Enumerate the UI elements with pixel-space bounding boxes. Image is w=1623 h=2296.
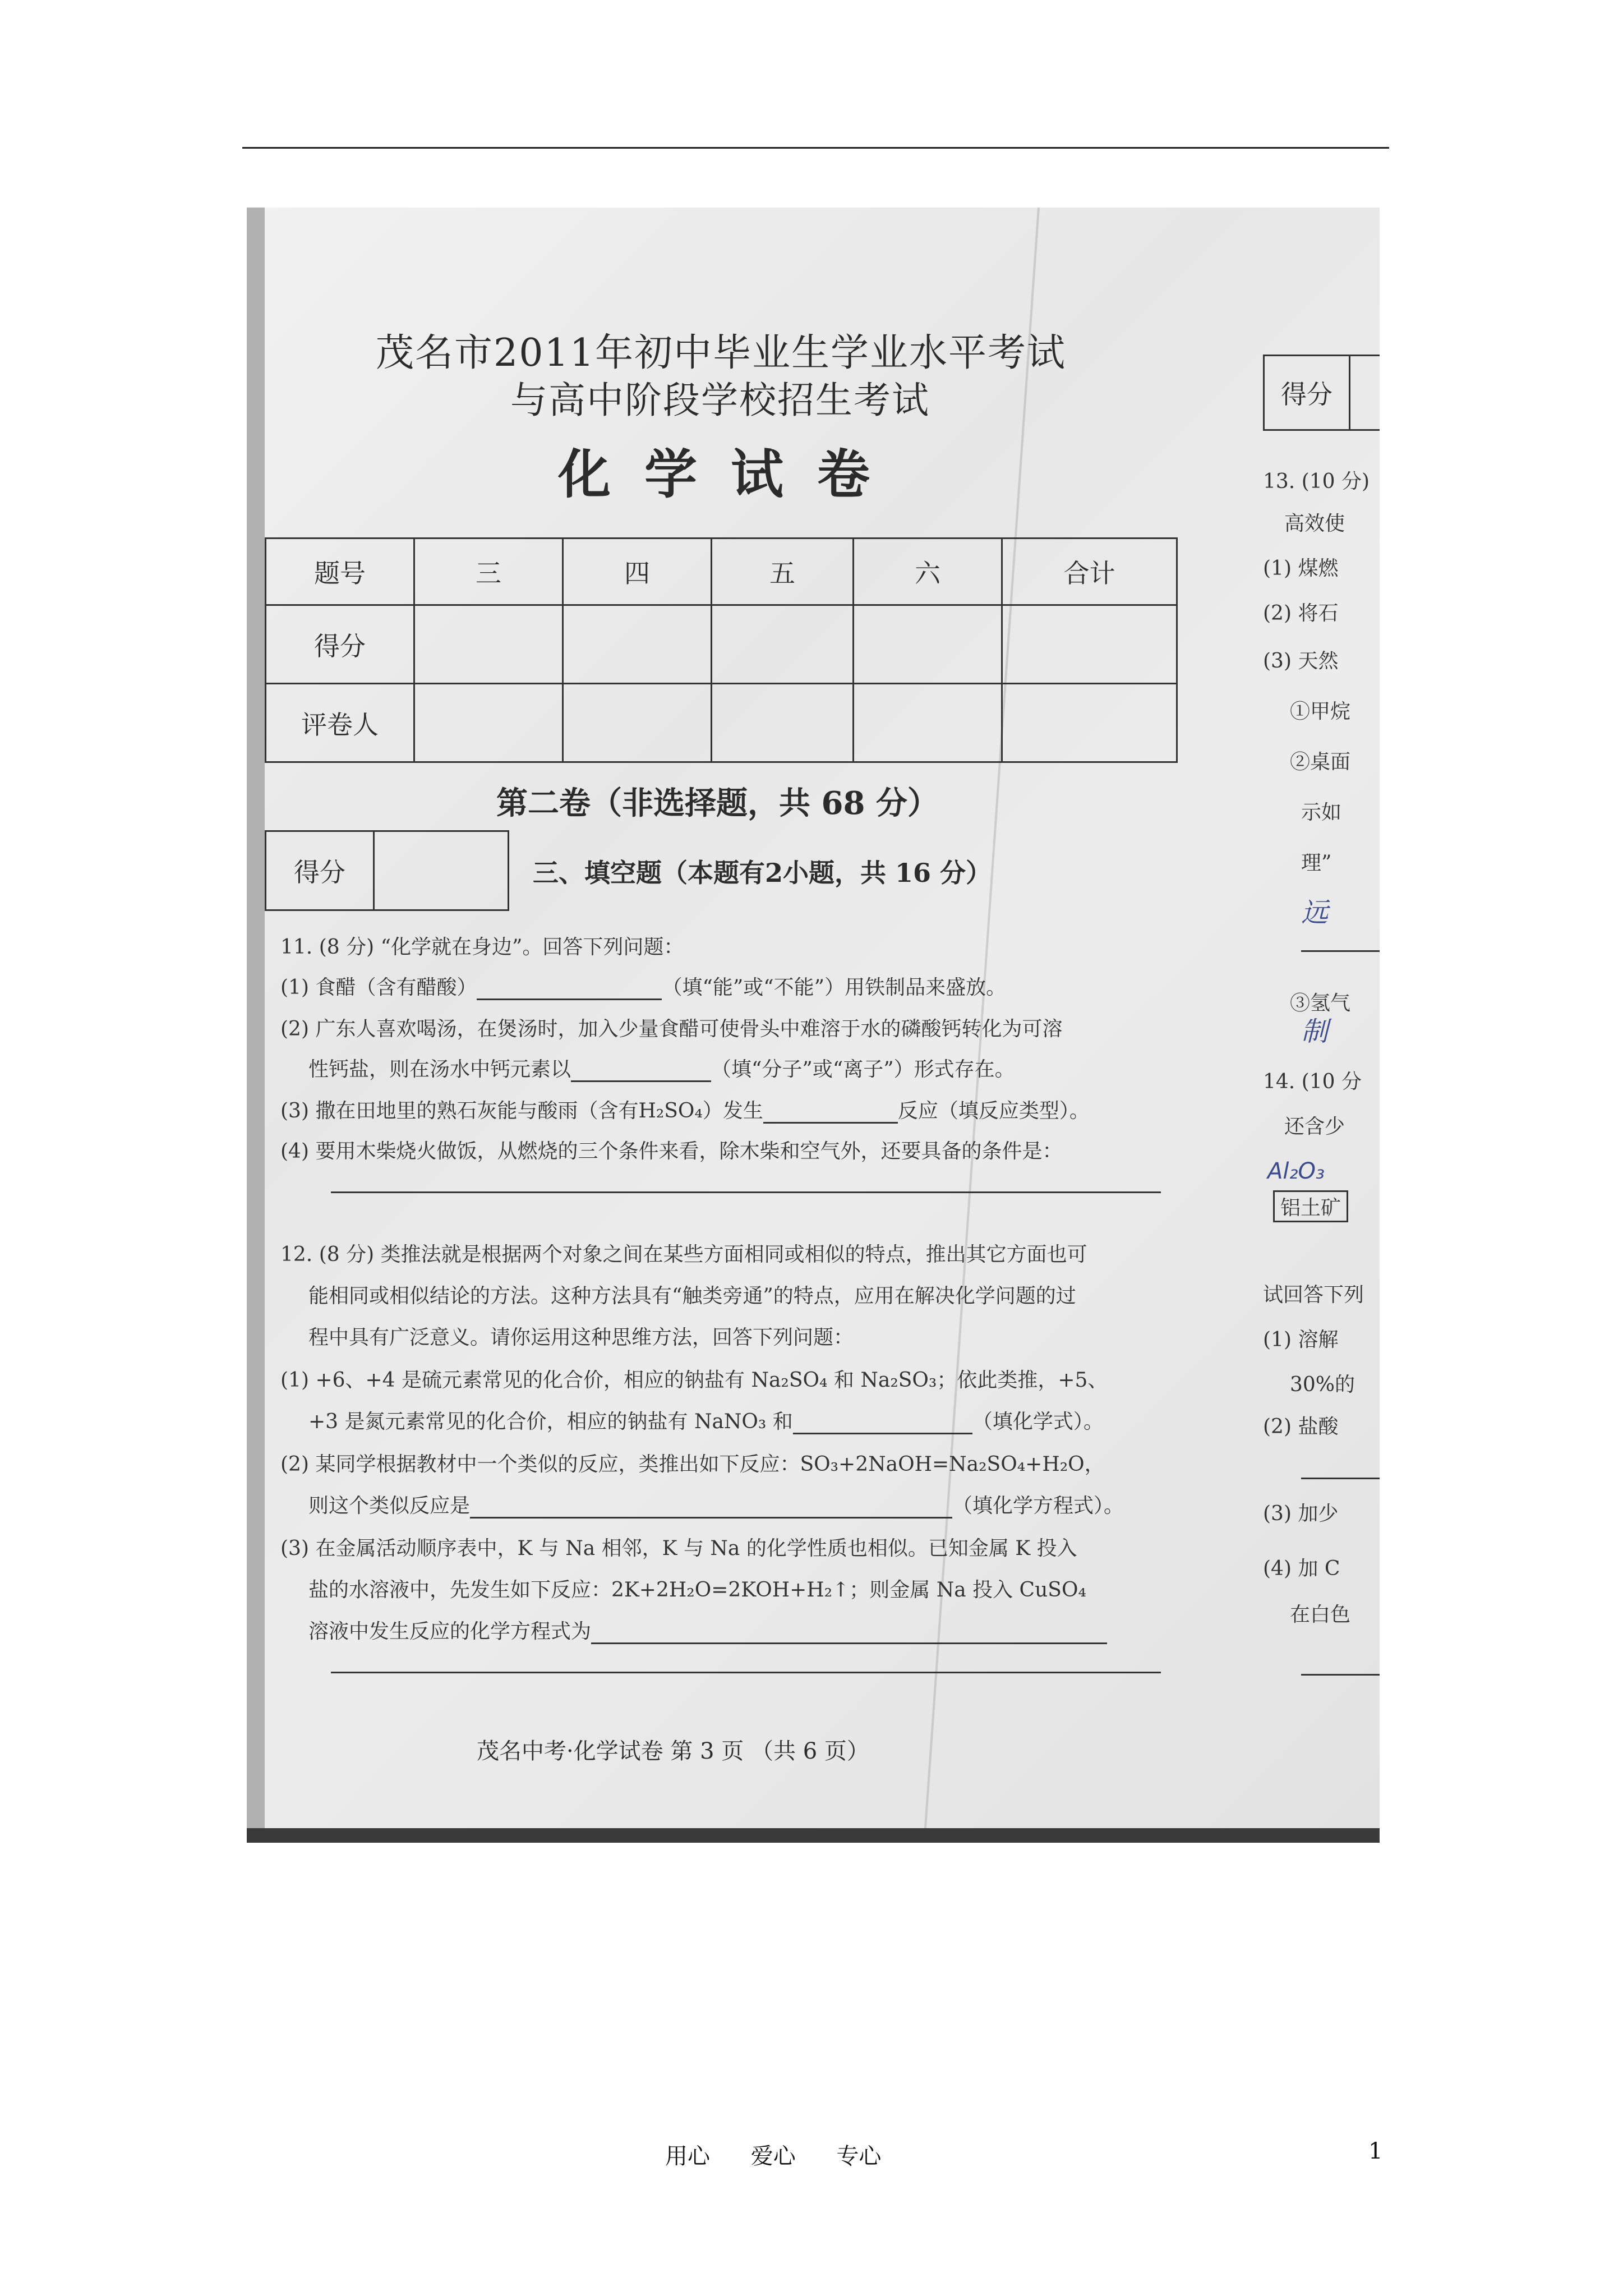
table-header-cell: 四 [563,539,712,605]
table-header-cell: 五 [712,539,854,605]
score-table-header-row [266,539,1177,605]
right-fragment-line: 30%的 [1290,1373,1355,1396]
score-cell [414,605,563,684]
part2-title: 第二卷（非选择题，共 68 分） [496,785,939,822]
right-score-label: 得分 [1265,356,1350,429]
section-score-label: 得分 [266,832,375,909]
right-fragment-line: 在白色 [1290,1603,1351,1626]
right-fragment-line: 还含少 [1284,1115,1345,1138]
answer-blank [591,1623,1107,1644]
q12-stem-line1: 12. (8 分) 类推法就是根据两个对象之间在某些方面相同或相似的特点，推出其它方面也可 [280,1243,1087,1266]
answer-blank [477,979,662,1000]
answer-blank [571,1061,711,1082]
right-fragment-line: (3) 加少 [1263,1502,1339,1525]
grader-cell [563,684,712,762]
q11-part2-text: （填“分子”或“离子”）形式存在。 [711,1058,1015,1081]
right-fragment-line: 示如 [1301,801,1342,824]
q11-part1-text: (1) 食醋（含有醋酸） [280,976,477,999]
page-number: 1 [1368,2138,1383,2164]
q12-part3-text: 溶液中发生反应的化学方程式为 [308,1620,592,1643]
q11-part1 [280,972,1006,1000]
answer-blank [1301,1458,1380,1479]
handwritten-answer: 远 [1301,897,1329,928]
q11-part1-text: （填“能”或“不能”）用铁制品来盛放。 [662,976,1007,999]
exam-title-line2: 与高中阶段学校招生考试 [510,379,930,422]
grader-table-row [266,684,1177,762]
right-fragment-line: 13. (10 分) [1263,470,1370,493]
grader-cell [854,684,1002,762]
right-fragment-line: ③氢气 [1290,992,1351,1015]
q12-part1-line2 [308,1406,1104,1434]
exam-title-line1: 茂名市2011年初中毕业生学业水平考试 [376,331,1067,375]
right-fragment-line: (1) 溶解 [1263,1328,1339,1351]
handwritten-answer: 制 [1301,1016,1329,1047]
q12-stem-line3: 程中具有广泛意义。请你运用这种思维方法，回答下列问题： [308,1326,854,1349]
right-fragment-line: ②桌面 [1290,751,1351,774]
q12-part2-line2 [308,1490,1124,1519]
answer-blank [331,1172,1161,1193]
table-row-label: 评卷人 [266,684,414,762]
q12-part3-line3 [308,1616,1107,1644]
score-cell [563,605,712,684]
right-fragment-line: 高效使 [1284,512,1345,535]
q11-stem: 11. (8 分) “化学就在身边”。回答下列问题： [280,936,684,959]
answer-blank [331,1653,1161,1673]
right-fragment-line: (2) 将石 [1263,602,1339,625]
table-header-cell: 题号 [266,539,414,605]
q12-part3-line2: 盐的水溶液中，先发生如下反应：2K+2H₂O=2KOH+H₂↑；则金属 Na 投入 CuSO₄ [308,1579,1086,1602]
score-cell [1002,605,1177,684]
section-score-box [265,830,509,911]
right-fragment-line: ①甲烷 [1290,700,1351,723]
q11-part2-text: 性钙盐，则在汤水中钙元素以 [308,1058,571,1081]
section3-title: 三、填空题（本题有2小题，共 16 分） [533,858,992,888]
q12-part2-text: （填化学方程式）。 [952,1494,1124,1517]
right-fragment-line: (2) 盐酸 [1263,1415,1339,1438]
right-fragment-line: (1) 煤燃 [1263,557,1339,580]
exam-subject-title: 化学试卷 [558,444,904,505]
right-fragment-line: 14. (10 分 [1263,1070,1362,1093]
score-table-row [266,605,1177,684]
table-header-cell: 六 [854,539,1002,605]
right-fragment-line: 理” [1301,852,1332,875]
answer-blank [1301,1655,1380,1676]
q12-part2-text: 则这个类似反应是 [308,1494,471,1517]
handwritten-answer: Al₂O₃ [1267,1158,1325,1184]
table-row-label: 得分 [266,605,414,684]
answer-blank [470,1498,952,1519]
right-score-box [1263,355,1380,431]
q11-part3-text: (3) 撒在田地里的熟石灰能与酸雨（含有H₂SO₄）发生 [280,1099,763,1122]
grader-cell [414,684,563,762]
page-footer-slogan: 用心 爱心 专心 [665,2143,882,2169]
answer-blank [793,1414,972,1434]
q12-part2-line1: (2) 某同学根据教材中一个类似的反应，类推出如下反应：SO₃+2NaOH=Na₂SO₄+H₂O， [280,1453,1105,1476]
q11-part2-line2 [308,1053,1015,1082]
grader-cell [1002,684,1177,762]
answer-blank [763,1103,898,1124]
header-rule [242,147,1389,149]
q11-part3 [280,1095,1090,1124]
table-header-cell: 合计 [1002,539,1177,605]
answer-blank [1301,931,1380,952]
grader-cell [712,684,854,762]
exam-page-footer: 茂名中考·化学试卷 第 3 页 （共 6 页） [477,1738,869,1764]
q12-part1-text: （填化学式）。 [972,1410,1104,1433]
q12-stem-line2: 能相同或相似结论的方法。这种方法具有“触类旁通”的特点，应用在解决化学问题的过 [308,1285,1076,1308]
q12-part1-text: +3 是氮元素常见的化合价，相应的钠盐有 NaNO₃ 和 [308,1410,793,1433]
q12-part1-line1: (1) +6、+4 是硫元素常见的化合价，相应的钠盐有 Na₂SO₄ 和 Na₂SO₃；依此类推，+5、 [280,1369,1108,1392]
right-fragment-line: 试回答下列 [1263,1283,1364,1306]
q11-part3-text: 反应（填反应类型）。 [897,1099,1090,1122]
table-header-cell: 三 [414,539,563,605]
flowchart-box: 铝土矿 [1273,1190,1348,1222]
score-cell [712,605,854,684]
score-cell [854,605,1002,684]
right-fragment-line: (3) 天然 [1263,650,1339,673]
right-fragment-line: (4) 加 C [1263,1557,1340,1580]
q12-part3-line1: (3) 在金属活动顺序表中，K 与 Na 相邻，K 与 Na 的化学性质也相似。已知金属 K 投入 [280,1537,1077,1560]
score-table [265,537,1178,763]
q11-part4: (4) 要用木柴烧火做饭，从燃烧的三个条件来看，除木柴和空气外，还要具备的条件是： [280,1140,1063,1163]
q11-part2-line1: (2) 广东人喜欢喝汤，在煲汤时，加入少量食醋可使骨头中难溶于水的磷酸钙转化为可溶 [280,1018,1063,1041]
scanned-exam-page [247,208,1380,1843]
